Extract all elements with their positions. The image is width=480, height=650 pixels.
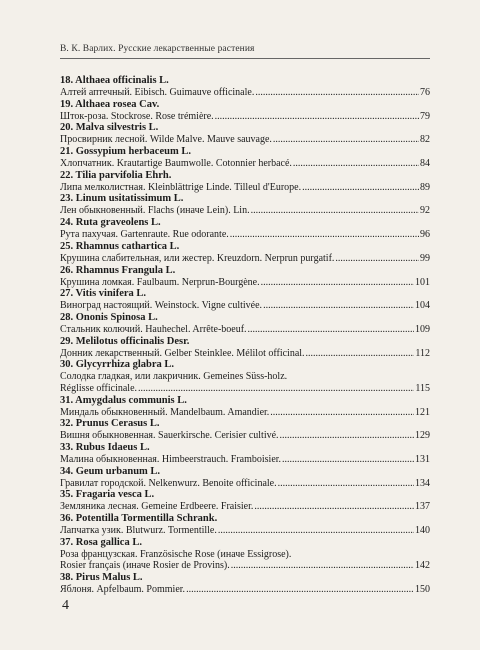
common-names-text: Миндаль обыкновенный. Mandelbaum. Amandier.: [60, 406, 270, 418]
common-names-text: Крушина ломкая. Faulbaum. Nerprun-Bourgène.: [60, 276, 260, 288]
table-of-contents: [60, 75, 430, 596]
plant-latin-name: 36. Potentilla Tormentilla Schrank.: [60, 513, 218, 525]
plant-latin-name: 22. Tilia parvifolia Ehrh.: [60, 169, 172, 181]
common-names-text: Малина обыкновенная. Himbeerstrauch. Framboisier.: [60, 454, 282, 465]
common-names-line: [60, 253, 430, 265]
common-names-text: Земляника лесная. Gemeine Erdbeere. Fraisier.: [60, 501, 254, 513]
common-names-line: [60, 205, 430, 217]
plant-latin-name: 25. Rhamnus cathartica L.: [60, 240, 180, 252]
toc-entry: [60, 288, 430, 312]
toc-entry: [60, 122, 430, 146]
dot-leader: [231, 560, 414, 572]
dot-leader: [278, 478, 414, 490]
entry-page-number: 96: [420, 229, 430, 241]
entry-page-number: 109: [415, 323, 430, 335]
dot-leader: [263, 300, 414, 312]
common-names-text: Вишня обыкновенная. Sauerkirsche. Cerisier cultivé.: [60, 430, 279, 442]
entry-page-number: 142: [415, 560, 430, 572]
common-names-text: Хлопчатник. Krautartige Baumwolle. Cotonnier herbacé.: [60, 158, 292, 170]
plant-latin-name: 18. Althaea officinalis L.: [60, 75, 169, 86]
common-names-line: [60, 501, 430, 513]
common-names-text: Крушина слабительная, или жестер. Kreuzdorn. Nerprun purgatif.: [60, 252, 335, 264]
toc-entry: [60, 418, 430, 442]
dot-leader: [335, 253, 419, 265]
toc-entry: [60, 466, 430, 490]
common-names-text: Стальник колючий. Hauhechel. Arrête-boeuf.: [60, 323, 247, 335]
common-names-text: Réglisse officinale.: [60, 382, 138, 394]
entry-page-number: 140: [415, 525, 430, 537]
common-names-text: Лен обыкновенный. Flachs (иначе Lein). Lin.: [60, 205, 250, 217]
plant-latin-name: 21. Gossypium herbaceum L.: [60, 146, 191, 158]
common-names-text: Шток-роза. Stockrose. Rose trémière.: [60, 110, 214, 122]
plant-latin-name: 28. Ononis Spinosa L.: [60, 311, 158, 323]
entry-page-number: 129: [415, 430, 430, 442]
entry-page-number: 84: [420, 158, 430, 170]
toc-entry: [60, 572, 430, 596]
common-names-text: Рута пахучая. Gartenraute. Rue odorante.: [60, 229, 229, 241]
toc-entry: [60, 489, 430, 513]
common-names-line: [60, 134, 430, 146]
common-names-line: [60, 277, 430, 289]
page-number: 4: [62, 598, 69, 613]
entry-page-number: 115: [415, 382, 430, 394]
toc-entry: [60, 99, 430, 123]
common-names-line: Роза французская. Französische Rose (иначе Essigrose).: [60, 548, 292, 560]
running-header: В. К. Варлих. Русские лекарственные растения: [60, 44, 255, 54]
plant-latin-name: 26. Rhamnus Frangula L.: [60, 264, 176, 276]
entry-page-number: 131: [415, 454, 430, 465]
toc-entry: [60, 312, 430, 336]
entry-page-number: 104: [415, 300, 430, 312]
common-names-line: [60, 300, 430, 312]
entry-page-number: 92: [420, 205, 430, 217]
entry-page-number: 76: [420, 87, 430, 98]
plant-latin-name: 34. Geum urbanum L.: [60, 465, 161, 477]
header-rule: [60, 58, 430, 59]
common-names-line: [60, 324, 430, 336]
dot-leader: [186, 584, 414, 596]
dot-leader: [215, 111, 419, 123]
dot-leader: [255, 87, 419, 99]
plant-latin-name: 30. Glycyrrhiza glabra L.: [60, 359, 175, 371]
common-names-line: [60, 407, 430, 419]
dot-leader: [280, 430, 414, 442]
dot-leader: [230, 229, 419, 241]
common-names-line: [60, 87, 430, 99]
toc-entry: [60, 146, 430, 170]
toc-entry: [60, 359, 430, 394]
plant-latin-name: 35. Fragaria vesca L.: [60, 489, 155, 501]
entry-page-number: 150: [415, 584, 430, 596]
dot-leader: [270, 407, 414, 419]
common-names-line: [60, 158, 430, 170]
common-names-text: Просвирник лесной. Wilde Malve. Mauve sauvage.: [60, 134, 272, 146]
entry-page-number: 134: [415, 477, 430, 489]
toc-entry: [60, 395, 430, 419]
common-names-text: Липа мелколистная. Kleinblättrige Linde. Tilleul d'Europe.: [60, 181, 302, 193]
dot-leader: [254, 501, 414, 513]
common-names-line: [60, 560, 430, 572]
dot-leader: [293, 158, 419, 170]
toc-entry: [60, 75, 430, 99]
dot-leader: [218, 525, 414, 537]
common-names-line: [60, 348, 430, 360]
common-names-line: [60, 584, 430, 596]
toc-entry: [60, 217, 430, 241]
entry-page-number: 79: [420, 110, 430, 122]
toc-entry: [60, 442, 430, 466]
common-names-line: Солодка гладкая, или лакричник. Gemeines Süss-holz.: [60, 371, 288, 383]
dot-leader: [138, 383, 414, 395]
common-names-line: [60, 383, 430, 395]
entry-page-number: 137: [415, 501, 430, 513]
toc-entry: [60, 170, 430, 194]
toc-entry: [60, 193, 430, 217]
plant-latin-name: 27. Vitis vinifera L.: [60, 288, 147, 300]
dot-leader: [302, 182, 419, 194]
toc-entry: [60, 241, 430, 265]
plant-latin-name: 20. Malva silvestris L.: [60, 122, 159, 134]
entry-page-number: 89: [420, 181, 430, 193]
common-names-line: [60, 430, 430, 442]
entry-page-number: 101: [415, 276, 430, 288]
plant-latin-name: 19. Althaea rosea Cav.: [60, 98, 160, 110]
plant-latin-name: 32. Prunus Cerasus L.: [60, 418, 160, 430]
plant-latin-name: 31. Amygdalus communis L.: [60, 394, 187, 406]
plant-latin-name: 38. Pirus Malus L.: [60, 572, 143, 584]
dot-leader: [273, 134, 419, 146]
common-names-text: Виноград настоящий. Weinstock. Vigne cultivée.: [60, 300, 263, 312]
dot-leader: [248, 324, 414, 336]
common-names-line: [60, 478, 430, 490]
common-names-line: [60, 182, 430, 194]
plant-latin-name: 23. Linum usitatissimum L.: [60, 193, 184, 205]
plant-latin-name: 24. Ruta graveolens L.: [60, 217, 161, 229]
common-names-text: Яблоня. Apfelbaum. Pommier.: [60, 584, 186, 596]
entry-page-number: 99: [420, 252, 430, 264]
toc-entry: [60, 513, 430, 537]
common-names-text: Алтей аптечный. Eibisch. Guimauve officinale.: [60, 87, 255, 98]
plant-latin-name: 29. Melilotus officinalis Desr.: [60, 335, 190, 347]
toc-entry: [60, 537, 430, 572]
plant-latin-name: 33. Rubus Idaeus L.: [60, 442, 150, 453]
common-names-text: Лапчатка узик. Blutwurz. Tormentille.: [60, 525, 217, 537]
entry-page-number: 121: [415, 406, 430, 418]
common-names-text: Донник лекарственный. Gelber Steinklee. Mélilot officinal.: [60, 347, 305, 359]
common-names-line: [60, 111, 430, 123]
plant-latin-name: 37. Rosa gallica L.: [60, 536, 142, 548]
toc-entry: [60, 265, 430, 289]
common-names-text: Rosier français (иначе Rosier de Provins).: [60, 560, 230, 572]
toc-entry: [60, 336, 430, 360]
entry-page-number: 82: [420, 134, 430, 146]
dot-leader: [306, 348, 415, 360]
entry-page-number: 112: [415, 347, 430, 359]
dot-leader: [261, 277, 414, 289]
common-names-line: [60, 454, 430, 466]
common-names-line: [60, 229, 430, 241]
common-names-line: [60, 525, 430, 537]
dot-leader: [251, 205, 419, 217]
dot-leader: [282, 454, 414, 466]
common-names-text: Гравилат городской. Nelkenwurz. Benoite officinale.: [60, 477, 277, 489]
